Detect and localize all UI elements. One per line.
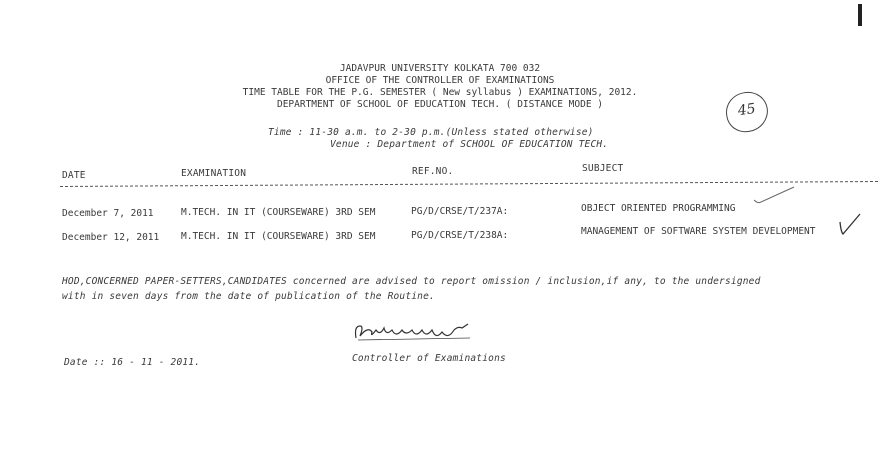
handwritten-signature bbox=[350, 320, 480, 346]
notice-line-1: HOD,CONCERNED PAPER-SETTERS,CANDIDATES concerned are advised to report omission / inclusion,if any, to the undersigned bbox=[62, 276, 761, 287]
notice-line-2: with in seven days from the date of publication of the Routine. bbox=[62, 291, 435, 302]
tick-mark-icon bbox=[750, 184, 800, 208]
signatory-title: Controller of Examinations bbox=[352, 353, 506, 364]
row-examination: M.TECH. IN IT (COURSEWARE) 3RD SEM bbox=[181, 231, 376, 242]
column-header-examination: EXAMINATION bbox=[181, 168, 247, 179]
scan-edge-mark bbox=[858, 4, 862, 26]
row-examination: M.TECH. IN IT (COURSEWARE) 3RD SEM bbox=[181, 207, 376, 218]
page-mark-number: 45 bbox=[736, 100, 757, 120]
row-date: December 12, 2011 bbox=[62, 232, 160, 243]
timetable-title: TIME TABLE FOR THE P.G. SEMESTER ( New syllabus ) EXAMINATIONS, 2012. bbox=[242, 87, 638, 98]
exam-time: Time : 11-30 a.m. to 2-30 p.m.(Unless stated otherwise) bbox=[268, 127, 594, 138]
circled-page-mark bbox=[723, 89, 770, 134]
issue-date: Date :: 16 - 11 - 2011. bbox=[64, 357, 201, 368]
department-name: DEPARTMENT OF SCHOOL OF EDUCATION TECH. ( DISTANCE MODE ) bbox=[276, 99, 603, 110]
table-row bbox=[62, 203, 862, 220]
row-subject: OBJECT ORIENTED PROGRAMMING bbox=[581, 203, 736, 214]
table-row bbox=[62, 226, 862, 244]
office-name: OFFICE OF THE CONTROLLER OF EXAMINATIONS bbox=[325, 75, 555, 86]
row-ref-no: PG/D/CRSE/T/237A: bbox=[411, 206, 509, 217]
tick-mark-icon bbox=[836, 210, 866, 238]
column-header-subject: SUBJECT bbox=[582, 163, 624, 174]
column-header-ref-no: REF.NO. bbox=[412, 166, 454, 177]
exam-venue: Venue : Department of SCHOOL OF EDUCATION TECH. bbox=[330, 139, 609, 150]
row-subject: MANAGEMENT OF SOFTWARE SYSTEM DEVELOPMENT bbox=[581, 226, 816, 237]
university-name: JADAVPUR UNIVERSITY KOLKATA 700 032 bbox=[339, 63, 541, 74]
row-ref-no: PG/D/CRSE/T/238A: bbox=[411, 230, 509, 241]
column-header-date: DATE bbox=[62, 170, 86, 181]
row-date: December 7, 2011 bbox=[62, 208, 154, 219]
